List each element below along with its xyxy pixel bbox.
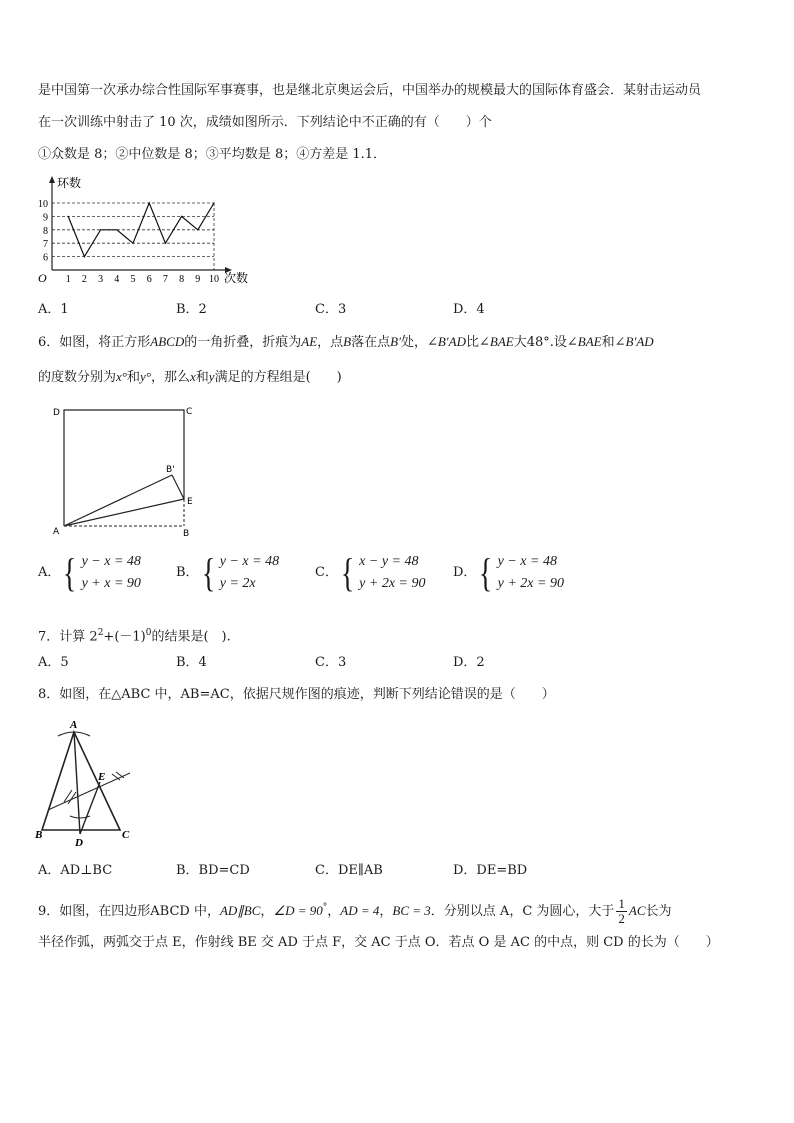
score-point [68,216,69,217]
x-tick-label: 7 [162,274,168,285]
q6-option-c[interactable]: C． { x − y = 48 y + 2x = 90 [315,550,426,595]
score-point [132,243,133,244]
score-point [84,256,85,257]
label-b: B [35,829,43,841]
fold-line-ae [64,499,184,526]
label-e: E [187,497,193,507]
x-tick-label: 5 [130,274,136,285]
x-tick-label: 9 [195,274,201,285]
score-point [213,202,214,203]
q6-text-line2: 的度数分别为x°和y°，那么x和y满足的方程组是( ) [38,369,342,385]
x-tick-label: 10 [209,274,219,285]
q8-option-b[interactable]: B．BD=CD [176,863,250,878]
y-axis-label: 环数 [57,176,82,190]
q7-option-a[interactable]: A．5 [38,655,69,670]
segment-ab-prime [64,475,172,526]
label-b: B [183,529,190,539]
x-tick-label: 3 [98,274,104,285]
q5-text-line3: ①众数是 8；②中位数是 8；③平均数是 8；④方差是 1.1． [38,147,387,162]
fraction-half: $\frac{1}{2}$ [618,896,625,926]
q5-text-line2: 在一次训练中射击了 10 次，成绩如图所示．下列结论中不正确的有（ ）个 [38,115,492,130]
x-tick-label: 8 [179,274,185,285]
label-b-prime: B' [166,465,175,475]
q7-option-b[interactable]: B．4 [176,655,207,670]
label-c: C [122,829,130,841]
label-d: D [75,837,83,849]
q8-option-a[interactable]: A．AD⊥BC [38,863,113,878]
q8-triangle-figure [34,716,144,852]
y-tick-label: 10 [38,199,48,210]
q6-text-line1: 6．如图，将正方形ABCD的一角折叠，折痕为AE，点B落在点B′处，∠B′AD比∠BAE大48°.设∠BAE和∠B′AD [38,334,654,350]
q9-text-line1: 9．如图，在四边形ABCD 中，AD∥BC，∠D = 90°，AD = 4，BC = 3．分别以点 A，C 为圆心，大于 $\frac{1}{2}$ AC长为 [38,896,672,926]
score-point [100,229,101,230]
y-axis-arrow [49,176,55,183]
q5-option-d[interactable]: D．4 [453,302,485,317]
y-tick-label: 7 [43,239,48,251]
score-point [149,202,150,203]
label-c: C [186,407,193,417]
triangle-abc [42,732,120,830]
segment-b-prime-e [172,475,184,499]
x-tick-label: 6 [146,274,152,285]
q6-option-b[interactable]: B． { y − x = 48 y = 2x [176,550,280,595]
q7-option-d[interactable]: D．2 [453,655,485,670]
chart-ticks [38,199,219,285]
y-tick-label: 9 [43,212,48,224]
origin-label: O [38,271,47,285]
q8-text: 8．如图，在△ABC 中，AB=AC，依据尺规作图的痕迹，判断下列结论错误的是（ ） [38,687,555,702]
segment-de [80,782,100,834]
q5-text-line1: 是中国第一次承办综合性国际军事赛事，也是继北京奥运会后，中国举办的规模最大的国际体育盛会．某射击运动员 [38,83,702,98]
q5-option-b[interactable]: B．2 [176,302,207,317]
score-point [116,229,117,230]
y-tick-label: 8 [43,225,48,237]
score-point [197,229,198,230]
q6-option-a[interactable]: A． { y − x = 48 y + x = 90 [38,550,141,595]
q6-option-d[interactable]: D． { y − x = 48 y + 2x = 90 [453,550,564,595]
segment-ad [74,732,80,834]
label-a: A [70,719,78,731]
x-tick-label: 2 [81,274,87,285]
x-tick-label: 4 [114,274,120,285]
score-point [165,243,166,244]
q9-text-line2: 半径作弧，两弧交于点 E，作射线 BE 交 AD 于点 F，交 AC 于点 O．若点 O 是 AC 的中点，则 CD 的长为（ ） [38,935,719,950]
q8-option-d[interactable]: D．DE=BD [453,863,528,878]
label-d: D [53,408,60,418]
q5-option-a[interactable]: A．1 [38,302,69,317]
q7-text: 7．计算 $2^2+(-1)^0$的结果是( ). [38,628,231,645]
label-a: A [53,527,60,537]
q8-option-c[interactable]: C．DE∥AB [315,863,383,878]
shooting-score-chart [30,172,270,290]
y-tick-label: 6 [43,252,48,264]
q6-square-figure [48,402,198,542]
x-tick-label: 1 [65,274,71,285]
score-point [181,216,182,217]
q5-option-c[interactable]: C．3 [315,302,347,317]
q7-option-c[interactable]: C．3 [315,655,347,670]
x-axis-label: 次数 [224,271,249,285]
label-e: E [98,771,106,783]
